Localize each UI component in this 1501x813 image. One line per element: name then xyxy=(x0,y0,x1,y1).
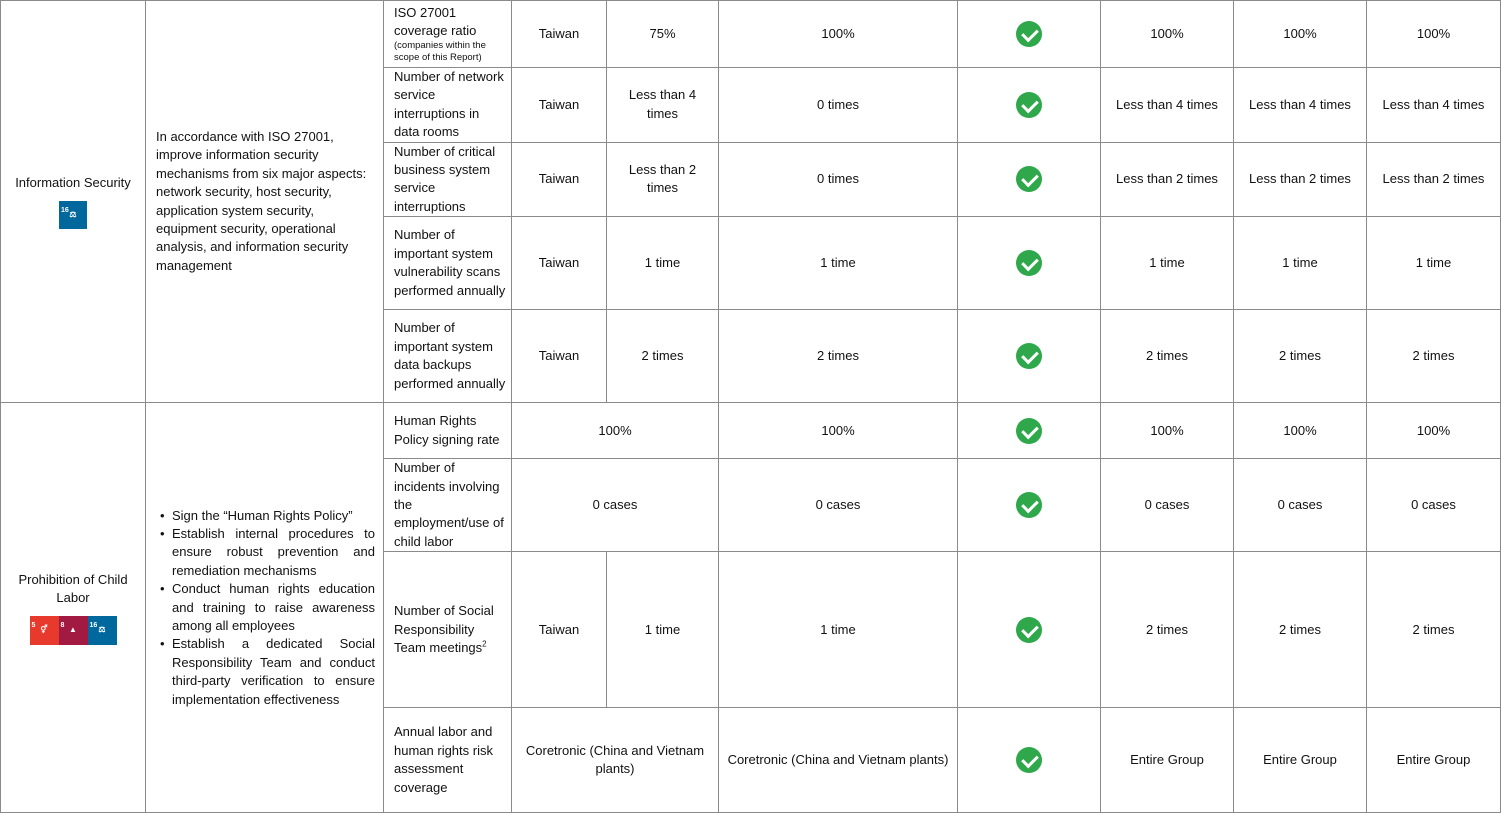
scope-baseline: Coretronic (China and Vietnam plants) xyxy=(512,708,719,813)
topic-cell xyxy=(1,1,146,403)
status-cell xyxy=(958,552,1101,708)
target-year-2: Less than 4 times xyxy=(1234,68,1367,143)
sdg-8-icon: 8 ▲ xyxy=(59,616,88,645)
indicator: Number of incidents involving the employment/use of child labor xyxy=(384,459,512,552)
baseline: 1 time xyxy=(607,217,719,310)
indicator: Number of important system vulnerability scans performed annually xyxy=(384,217,512,310)
check-icon xyxy=(1016,492,1042,518)
baseline: 75% xyxy=(607,1,719,68)
target: 1 time xyxy=(719,217,958,310)
sdg-16-icon: 16 ⚖ xyxy=(59,201,87,229)
target: 1 time xyxy=(719,552,958,708)
indicator: Number of critical business system service interruptions xyxy=(384,142,512,217)
table-row xyxy=(1,1,1501,68)
scope: Taiwan xyxy=(512,68,607,143)
list-item: • Establish a dedicated Social Responsibility Team and conduct third-party verification to ensure implementation effectiveness xyxy=(172,635,375,709)
check-icon xyxy=(1016,21,1042,47)
topic-title: Information Security xyxy=(15,175,131,191)
check-icon xyxy=(1016,418,1042,444)
list-item: • Sign the “Human Rights Policy” xyxy=(172,507,375,525)
scope: Taiwan xyxy=(512,142,607,217)
indicator: Human Rights Policy signing rate xyxy=(384,403,512,459)
table-row xyxy=(1,403,1501,459)
target-year-2: 1 time xyxy=(1234,217,1367,310)
target: 0 times xyxy=(719,142,958,217)
indicator: Annual labor and human rights risk assessment coverage xyxy=(384,708,512,813)
target-year-3: 100% xyxy=(1367,403,1501,459)
target: 2 times xyxy=(719,310,958,403)
status-cell xyxy=(958,708,1101,813)
indicator-label: Number of Social Responsibility Team meetings xyxy=(394,603,494,655)
target-year-1: Less than 2 times xyxy=(1101,142,1234,217)
indicator: Number of network service interruptions in data rooms xyxy=(384,68,512,143)
target-year-3: Entire Group xyxy=(1367,708,1501,813)
target-year-1: 100% xyxy=(1101,1,1234,68)
baseline: Less than 4 times xyxy=(607,68,719,143)
indicator: Number of important system data backups performed annually xyxy=(384,310,512,403)
topic-cell xyxy=(1,403,146,813)
list-item: • Conduct human rights education and training to raise awareness among all employees xyxy=(172,580,375,635)
action-list-cell xyxy=(146,403,384,813)
check-icon xyxy=(1016,250,1042,276)
target-year-3: Less than 2 times xyxy=(1367,142,1501,217)
target: 100% xyxy=(719,1,958,68)
target-year-1: 2 times xyxy=(1101,552,1234,708)
scope: Taiwan xyxy=(512,552,607,708)
target-year-2: 100% xyxy=(1234,403,1367,459)
check-icon xyxy=(1016,92,1042,118)
indicator-label: ISO 27001 coverage ratio xyxy=(394,5,477,38)
footnote-marker: 2 xyxy=(482,639,487,649)
sdg-16-icon: 16 ⚖ xyxy=(88,616,117,645)
target-year-1: 100% xyxy=(1101,403,1234,459)
scope: Taiwan xyxy=(512,217,607,310)
status-cell xyxy=(958,310,1101,403)
baseline: Less than 2 times xyxy=(607,142,719,217)
status-cell xyxy=(958,1,1101,68)
target: 100% xyxy=(719,403,958,459)
check-icon xyxy=(1016,617,1042,643)
indicator xyxy=(384,1,512,68)
target-year-1: 0 cases xyxy=(1101,459,1234,552)
target-year-3: 2 times xyxy=(1367,310,1501,403)
target-year-2: Entire Group xyxy=(1234,708,1367,813)
target: Coretronic (China and Vietnam plants) xyxy=(719,708,958,813)
target-year-1: 2 times xyxy=(1101,310,1234,403)
scope: Taiwan xyxy=(512,310,607,403)
status-cell xyxy=(958,217,1101,310)
sdg-badges xyxy=(7,201,139,229)
check-icon xyxy=(1016,747,1042,773)
target-year-2: 2 times xyxy=(1234,310,1367,403)
sdg-5-icon: 5 ⚥ xyxy=(30,616,59,645)
target-year-2: 0 cases xyxy=(1234,459,1367,552)
action-list xyxy=(156,507,375,709)
target-year-1: Entire Group xyxy=(1101,708,1234,813)
target-year-2: 2 times xyxy=(1234,552,1367,708)
status-cell xyxy=(958,68,1101,143)
scope-baseline: 0 cases xyxy=(512,459,719,552)
target: 0 cases xyxy=(719,459,958,552)
baseline: 1 time xyxy=(607,552,719,708)
target-year-1: Less than 4 times xyxy=(1101,68,1234,143)
target-year-3: 100% xyxy=(1367,1,1501,68)
target-year-3: 2 times xyxy=(1367,552,1501,708)
target-year-2: Less than 2 times xyxy=(1234,142,1367,217)
target-year-3: 0 cases xyxy=(1367,459,1501,552)
status-cell xyxy=(958,403,1101,459)
list-item: • Establish internal procedures to ensure robust prevention and remediation mechanisms xyxy=(172,525,375,580)
target-year-1: 1 time xyxy=(1101,217,1234,310)
target-year-3: Less than 4 times xyxy=(1367,68,1501,143)
check-icon xyxy=(1016,343,1042,369)
status-cell xyxy=(958,142,1101,217)
scope-baseline: 100% xyxy=(512,403,719,459)
target-year-3: 1 time xyxy=(1367,217,1501,310)
description: In accordance with ISO 27001, improve information security mechanisms from six major aspects: network security, host security, application system security, equipment security, operational analysis, and information security management xyxy=(146,1,384,403)
check-icon xyxy=(1016,166,1042,192)
topic-title: Prohibition of Child Labor xyxy=(18,571,128,606)
indicator xyxy=(384,552,512,708)
target: 0 times xyxy=(719,68,958,143)
sdg-badges xyxy=(7,616,139,645)
indicator-note: (companies within the scope of this Report) xyxy=(394,40,486,63)
status-cell xyxy=(958,459,1101,552)
baseline: 2 times xyxy=(607,310,719,403)
target-year-2: 100% xyxy=(1234,1,1367,68)
scope: Taiwan xyxy=(512,1,607,68)
